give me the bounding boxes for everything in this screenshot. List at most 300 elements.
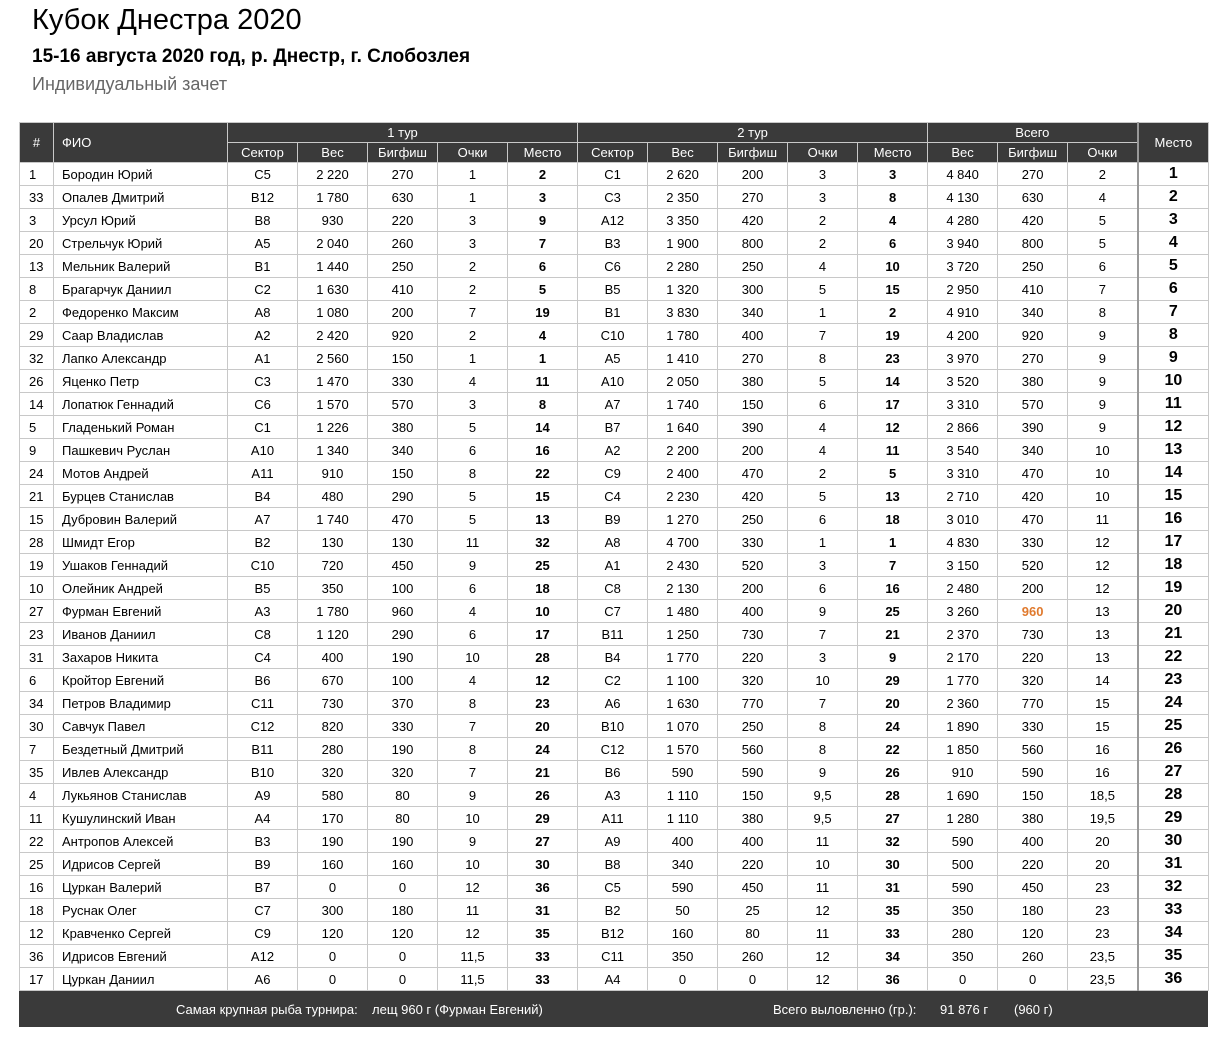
points-2: 8 [788,738,858,761]
sector-2: B10 [578,715,648,738]
total-biggest-value: (960 г) [1014,1002,1053,1017]
weight-1: 720 [298,554,368,577]
tour-place-1: 17 [508,623,578,646]
header-total-points: Очки [1068,143,1138,163]
points-1: 7 [438,715,508,738]
weight-2: 2 200 [648,439,718,462]
participant-name: Идрисов Сергей [54,853,228,876]
points-1: 3 [438,209,508,232]
weight-2: 1 110 [648,784,718,807]
tour-place-1: 8 [508,393,578,416]
weight-2: 350 [648,945,718,968]
sector-2: A4 [578,968,648,991]
weight-1: 130 [298,531,368,554]
weight-1: 1 440 [298,255,368,278]
bigfish-1: 570 [368,393,438,416]
row-number: 12 [20,922,54,945]
bigfish-2: 380 [718,807,788,830]
bigfish-1: 260 [368,232,438,255]
weight-1: 1 470 [298,370,368,393]
final-place: 29 [1138,807,1209,830]
total-weight: 1 690 [928,784,998,807]
bigfish-2: 420 [718,209,788,232]
table-row [20,232,1209,255]
weight-1: 730 [298,692,368,715]
tour-place-2: 12 [858,416,928,439]
participant-name: Урсул Юрий [54,209,228,232]
biggest-fish-label: Самая крупная рыба турнира: [176,1002,358,1017]
weight-2: 1 900 [648,232,718,255]
header-sector-1: Сектор [228,143,298,163]
points-2: 12 [788,968,858,991]
participant-name: Бородин Юрий [54,163,228,186]
bigfish-2: 0 [718,968,788,991]
sector-1: B9 [228,853,298,876]
row-number: 7 [20,738,54,761]
tour-place-2: 15 [858,278,928,301]
points-2: 3 [788,554,858,577]
participant-name: Стрельчук Юрий [54,232,228,255]
sector-2: B4 [578,646,648,669]
sector-1: A11 [228,462,298,485]
total-points: 11 [1068,508,1138,531]
total-bigfish: 340 [998,439,1068,462]
tour-place-2: 1 [858,531,928,554]
sector-1: C7 [228,899,298,922]
bigfish-1: 190 [368,738,438,761]
row-number: 10 [20,577,54,600]
points-2: 3 [788,186,858,209]
tour-place-2: 17 [858,393,928,416]
row-number: 32 [20,347,54,370]
points-1: 4 [438,669,508,692]
participant-name: Олейник Андрей [54,577,228,600]
tour-place-2: 22 [858,738,928,761]
points-1: 10 [438,807,508,830]
sector-1: C1 [228,416,298,439]
bigfish-1: 0 [368,968,438,991]
total-weight: 4 840 [928,163,998,186]
points-1: 8 [438,692,508,715]
tour-place-1: 3 [508,186,578,209]
participant-name: Цуркан Даниил [54,968,228,991]
total-bigfish: 150 [998,784,1068,807]
final-place: 18 [1138,554,1209,577]
bigfish-2: 220 [718,646,788,669]
bigfish-2: 730 [718,623,788,646]
points-1: 12 [438,922,508,945]
sector-1: A10 [228,439,298,462]
bigfish-2: 420 [718,485,788,508]
bigfish-2: 560 [718,738,788,761]
points-2: 12 [788,945,858,968]
sector-2: C7 [578,600,648,623]
total-points: 12 [1068,554,1138,577]
total-bigfish: 270 [998,347,1068,370]
final-place: 19 [1138,577,1209,600]
table-row [20,278,1209,301]
total-weight: 280 [928,922,998,945]
total-points: 14 [1068,669,1138,692]
bigfish-2: 340 [718,301,788,324]
tour-place-1: 33 [508,945,578,968]
weight-1: 170 [298,807,368,830]
participant-name: Петров Владимир [54,692,228,715]
table-row [20,347,1209,370]
tour-place-2: 25 [858,600,928,623]
total-points: 9 [1068,347,1138,370]
points-1: 8 [438,462,508,485]
points-1: 11 [438,899,508,922]
tour-place-2: 32 [858,830,928,853]
weight-1: 2 040 [298,232,368,255]
row-number: 27 [20,600,54,623]
table-row [20,255,1209,278]
final-place: 13 [1138,439,1209,462]
total-points: 13 [1068,646,1138,669]
page-title: Кубок Днестра 2020 [32,4,302,36]
weight-2: 2 280 [648,255,718,278]
table-row [20,370,1209,393]
bigfish-2: 800 [718,232,788,255]
weight-2: 3 350 [648,209,718,232]
points-2: 6 [788,393,858,416]
row-number: 31 [20,646,54,669]
weight-1: 300 [298,899,368,922]
total-bigfish: 330 [998,531,1068,554]
row-number: 23 [20,623,54,646]
final-place: 15 [1138,485,1209,508]
sector-1: A5 [228,232,298,255]
points-1: 10 [438,646,508,669]
points-1: 1 [438,347,508,370]
points-2: 12 [788,899,858,922]
sector-1: C5 [228,163,298,186]
table-row [20,876,1209,899]
table-row [20,531,1209,554]
sector-2: A12 [578,209,648,232]
points-2: 5 [788,485,858,508]
points-1: 4 [438,600,508,623]
row-number: 4 [20,784,54,807]
row-number: 26 [20,370,54,393]
sector-1: C8 [228,623,298,646]
total-weight: 4 130 [928,186,998,209]
total-points: 16 [1068,761,1138,784]
bigfish-2: 220 [718,853,788,876]
participant-name: Цуркан Валерий [54,876,228,899]
points-2: 11 [788,830,858,853]
total-weight: 3 260 [928,600,998,623]
points-2: 10 [788,853,858,876]
bigfish-1: 380 [368,416,438,439]
weight-2: 1 630 [648,692,718,715]
tour-place-1: 27 [508,830,578,853]
total-points: 8 [1068,301,1138,324]
total-points: 23,5 [1068,945,1138,968]
bigfish-2: 300 [718,278,788,301]
bigfish-2: 390 [718,416,788,439]
sector-2: C6 [578,255,648,278]
points-2: 5 [788,370,858,393]
participant-name: Ивлев Александр [54,761,228,784]
header-weight-2: Вес [648,143,718,163]
total-bigfish: 380 [998,807,1068,830]
participant-name: Идрисов Евгений [54,945,228,968]
points-1: 7 [438,761,508,784]
total-weight: 590 [928,830,998,853]
sector-1: B1 [228,255,298,278]
total-points: 4 [1068,186,1138,209]
sector-2: A3 [578,784,648,807]
bigfish-2: 590 [718,761,788,784]
total-points: 20 [1068,830,1138,853]
points-1: 4 [438,370,508,393]
participant-name: Пашкевич Руслан [54,439,228,462]
weight-1: 930 [298,209,368,232]
table-row [20,301,1209,324]
bigfish-2: 200 [718,163,788,186]
points-1: 7 [438,301,508,324]
sector-2: B1 [578,301,648,324]
tour-place-2: 26 [858,761,928,784]
sector-1: B2 [228,531,298,554]
sector-2: A6 [578,692,648,715]
total-weight: 1 890 [928,715,998,738]
sector-2: A7 [578,393,648,416]
points-2: 4 [788,255,858,278]
sector-1: C4 [228,646,298,669]
points-2: 6 [788,577,858,600]
sector-2: C5 [578,876,648,899]
points-1: 11,5 [438,945,508,968]
total-points: 7 [1068,278,1138,301]
total-points: 5 [1068,209,1138,232]
table-row [20,554,1209,577]
total-weight: 2 710 [928,485,998,508]
total-bigfish: 470 [998,462,1068,485]
total-points: 10 [1068,485,1138,508]
table-row [20,830,1209,853]
sector-1: A3 [228,600,298,623]
total-weight: 2 480 [928,577,998,600]
sector-2: B12 [578,922,648,945]
bigfish-2: 250 [718,715,788,738]
sector-1: C3 [228,370,298,393]
bigfish-2: 250 [718,255,788,278]
weight-1: 1 340 [298,439,368,462]
total-bigfish: 450 [998,876,1068,899]
points-1: 2 [438,278,508,301]
weight-2: 590 [648,876,718,899]
sector-2: C9 [578,462,648,485]
points-2: 9,5 [788,784,858,807]
tour-place-2: 31 [858,876,928,899]
weight-2: 400 [648,830,718,853]
weight-2: 1 480 [648,600,718,623]
total-points: 18,5 [1068,784,1138,807]
final-place: 4 [1138,232,1209,255]
participant-name: Савчук Павел [54,715,228,738]
sector-1: A8 [228,301,298,324]
tour-place-2: 5 [858,462,928,485]
tour-place-1: 23 [508,692,578,715]
tour-place-2: 6 [858,232,928,255]
bigfish-2: 520 [718,554,788,577]
weight-2: 160 [648,922,718,945]
participant-name: Бездетный Дмитрий [54,738,228,761]
weight-2: 2 350 [648,186,718,209]
row-number: 1 [20,163,54,186]
bigfish-2: 250 [718,508,788,531]
final-place: 8 [1138,324,1209,347]
weight-2: 1 070 [648,715,718,738]
final-place: 34 [1138,922,1209,945]
weight-1: 2 560 [298,347,368,370]
tour-place-2: 14 [858,370,928,393]
tour-place-2: 28 [858,784,928,807]
row-number: 17 [20,968,54,991]
final-place: 5 [1138,255,1209,278]
total-weight: 4 830 [928,531,998,554]
bigfish-1: 290 [368,623,438,646]
final-place: 7 [1138,301,1209,324]
bigfish-1: 410 [368,278,438,301]
weight-1: 2 420 [298,324,368,347]
sector-1: A9 [228,784,298,807]
bigfish-2: 270 [718,347,788,370]
tour-place-1: 6 [508,255,578,278]
sector-2: A11 [578,807,648,830]
sector-2: B6 [578,761,648,784]
points-2: 2 [788,209,858,232]
points-1: 12 [438,876,508,899]
header-bigfish-2: Бигфиш [718,143,788,163]
final-place: 25 [1138,715,1209,738]
tour-place-2: 21 [858,623,928,646]
tour-place-1: 18 [508,577,578,600]
header-tour-place-1: Место [508,143,578,163]
header-tour2: 2 тур [578,123,928,143]
points-1: 2 [438,255,508,278]
weight-1: 820 [298,715,368,738]
sector-1: B8 [228,209,298,232]
bigfish-1: 80 [368,807,438,830]
total-bigfish: 520 [998,554,1068,577]
total-points: 20 [1068,853,1138,876]
total-weight: 910 [928,761,998,784]
row-number: 22 [20,830,54,853]
participant-name: Лапко Александр [54,347,228,370]
final-place: 26 [1138,738,1209,761]
points-2: 3 [788,646,858,669]
final-place: 11 [1138,393,1209,416]
total-bigfish: 270 [998,163,1068,186]
weight-2: 1 740 [648,393,718,416]
tour-place-1: 28 [508,646,578,669]
table-row [20,715,1209,738]
participant-name: Федоренко Максим [54,301,228,324]
tour-place-1: 15 [508,485,578,508]
points-1: 9 [438,830,508,853]
sector-1: C11 [228,692,298,715]
tour-place-2: 23 [858,347,928,370]
total-bigfish: 570 [998,393,1068,416]
weight-1: 580 [298,784,368,807]
weight-1: 0 [298,876,368,899]
header-tour-place-2: Место [858,143,928,163]
tour-place-1: 29 [508,807,578,830]
footer-bar [19,991,1208,1027]
weight-2: 1 250 [648,623,718,646]
final-place: 17 [1138,531,1209,554]
total-weight: 1 850 [928,738,998,761]
tour-place-2: 2 [858,301,928,324]
total-points: 12 [1068,531,1138,554]
points-2: 8 [788,715,858,738]
weight-2: 1 320 [648,278,718,301]
total-bigfish: 330 [998,715,1068,738]
final-place: 16 [1138,508,1209,531]
table-row [20,439,1209,462]
tour-place-2: 10 [858,255,928,278]
tour-place-1: 14 [508,416,578,439]
weight-1: 1 630 [298,278,368,301]
results-body [20,163,1209,991]
total-weight: 2 866 [928,416,998,439]
tour-place-1: 5 [508,278,578,301]
sector-2: C8 [578,577,648,600]
bigfish-1: 180 [368,899,438,922]
weight-2: 1 270 [648,508,718,531]
bigfish-2: 150 [718,393,788,416]
weight-2: 1 410 [648,347,718,370]
total-weight: 350 [928,945,998,968]
participant-name: Мельник Валерий [54,255,228,278]
final-place: 12 [1138,416,1209,439]
total-bigfish: 590 [998,761,1068,784]
tour-place-1: 13 [508,508,578,531]
total-bigfish: 470 [998,508,1068,531]
sector-2: C4 [578,485,648,508]
results-table [19,122,1209,991]
points-2: 7 [788,623,858,646]
total-bigfish: 630 [998,186,1068,209]
participant-name: Антропов Алексей [54,830,228,853]
points-1: 6 [438,439,508,462]
tour-place-2: 8 [858,186,928,209]
tour-place-2: 30 [858,853,928,876]
tour-place-1: 24 [508,738,578,761]
points-2: 9,5 [788,807,858,830]
final-place: 31 [1138,853,1209,876]
points-2: 7 [788,324,858,347]
sector-2: B9 [578,508,648,531]
points-1: 6 [438,623,508,646]
final-place: 9 [1138,347,1209,370]
weight-2: 590 [648,761,718,784]
total-bigfish: 200 [998,577,1068,600]
points-1: 6 [438,577,508,600]
points-1: 1 [438,163,508,186]
weight-2: 3 830 [648,301,718,324]
final-place: 3 [1138,209,1209,232]
tour-place-2: 33 [858,922,928,945]
tour-place-2: 35 [858,899,928,922]
final-place: 28 [1138,784,1209,807]
points-2: 9 [788,761,858,784]
bigfish-2: 400 [718,600,788,623]
